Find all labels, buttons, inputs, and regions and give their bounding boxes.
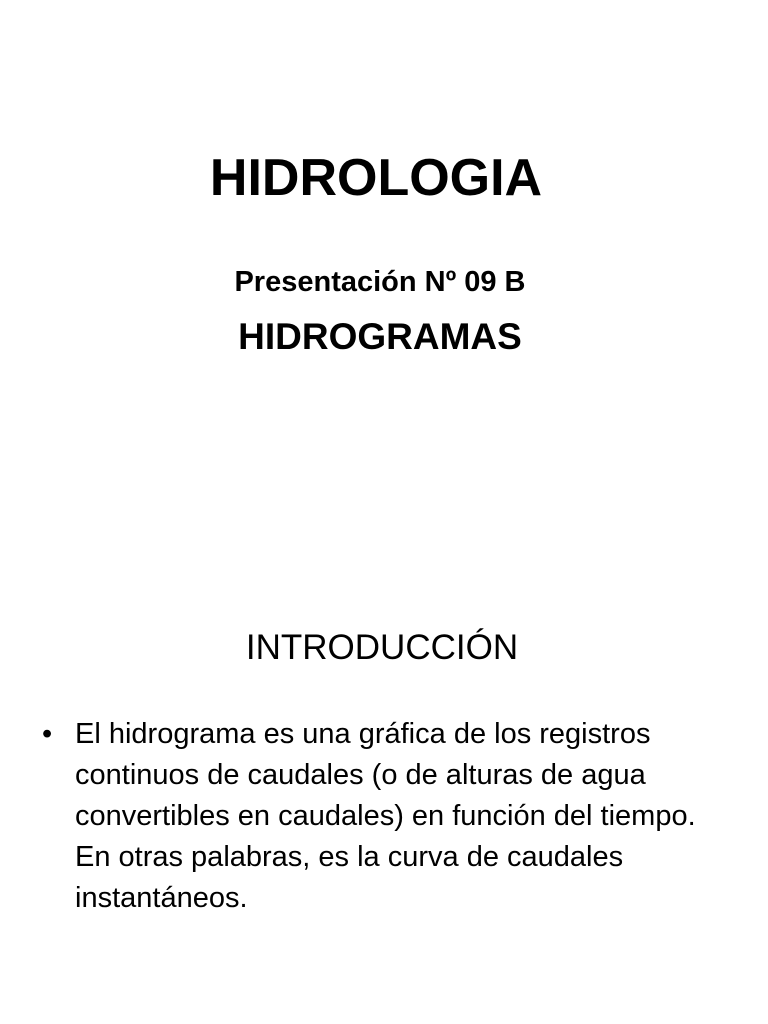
- bullet-item: [42, 714, 722, 919]
- presentation-number: Presentación Nº 09 B: [234, 266, 526, 298]
- slide-title: HIDROLOGIA: [209, 149, 543, 207]
- section-heading: INTRODUCCIÓN: [245, 628, 519, 667]
- bullet-icon: •: [42, 718, 53, 750]
- bullet-text: El hidrograma es una gráfica de los registros continuos de caudales (o de alturas de agua convertibles en caudales) en función del tiempo. En otras palabras, es la curva de caudales instantáneos.: [75, 718, 696, 914]
- bullet-list: [42, 714, 722, 919]
- slide-topic: HIDROGRAMAS: [238, 316, 522, 357]
- introduction-slide: [0, 512, 768, 1024]
